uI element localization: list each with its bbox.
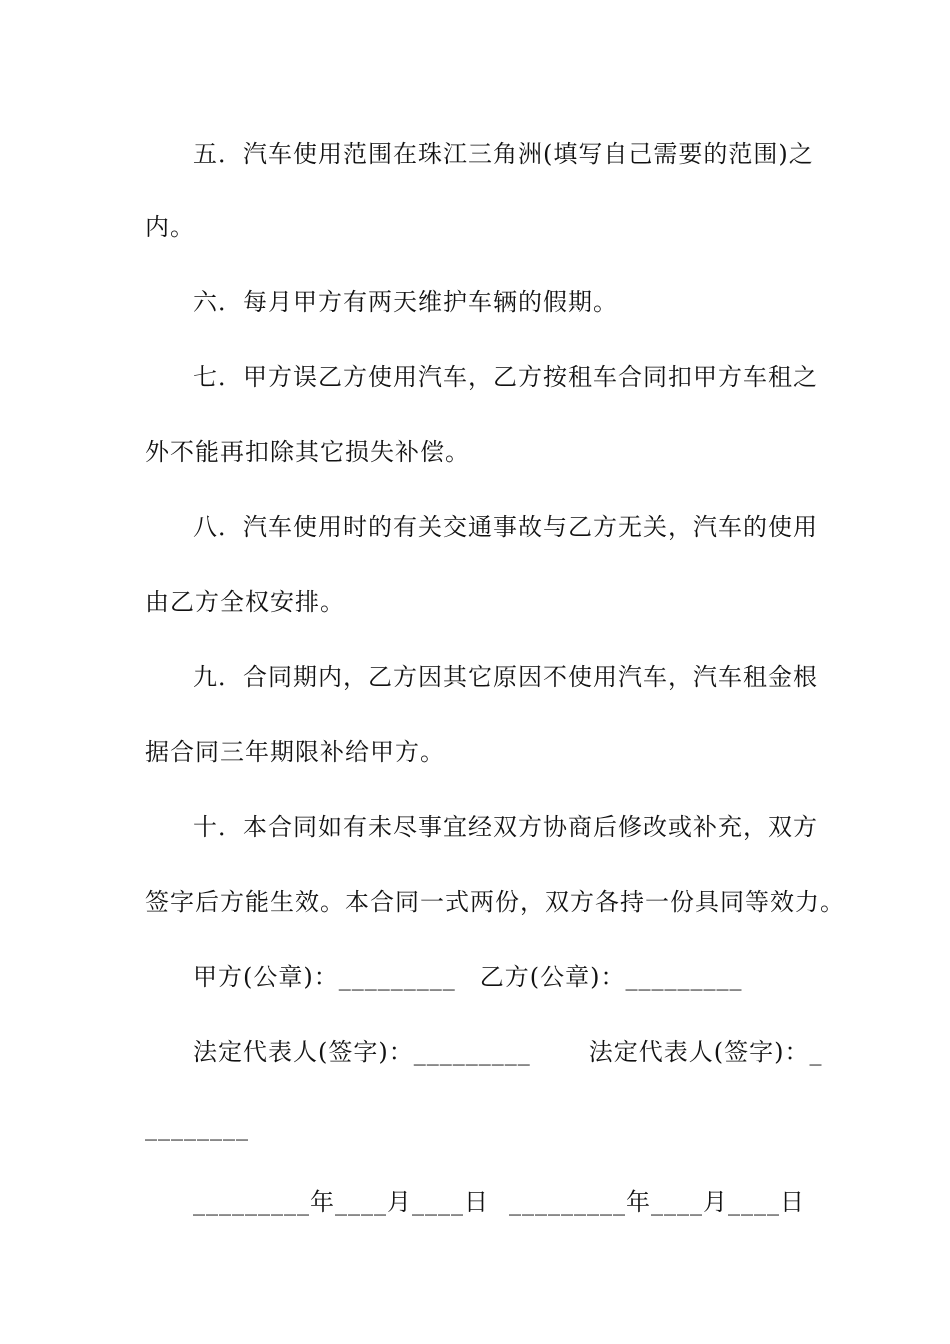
clause-7-line-2: 外不能再扣除其它损失补偿。: [145, 438, 470, 466]
party-b-seal: 乙方(公章)：_________: [479, 963, 743, 991]
representative-row: [193, 1037, 822, 1067]
seal-row: [193, 962, 742, 992]
party-b-representative-continued: ________: [145, 1113, 249, 1141]
date-party-a: _________年____月____日: [193, 1188, 489, 1216]
date-row: [193, 1187, 805, 1217]
clause-9-line-1: 九．合同期内，乙方因其它原因不使用汽车，汽车租金根: [193, 663, 818, 691]
party-a-seal: 甲方(公章)：_________: [193, 963, 456, 991]
party-b-representative: 法定代表人(签字)：_: [588, 1038, 823, 1066]
clause-5-line-2: 内。: [145, 213, 195, 241]
clause-9-line-2: 据合同三年期限补给甲方。: [145, 738, 445, 766]
date-party-b: _________年____月____日: [509, 1188, 805, 1216]
clause-7-line-1: 七．甲方误乙方使用汽车，乙方按租车合同扣甲方车租之: [193, 363, 818, 391]
clause-8-line-2: 由乙方全权安排。: [145, 588, 345, 616]
party-a-representative: 法定代表人(签字)：_________: [193, 1038, 531, 1066]
clause-10-line-1: 十．本合同如有未尽事宜经双方协商后修改或补充，双方: [193, 813, 818, 841]
clause-5-line-1: 五．汽车使用范围在珠江三角洲(填写自己需要的范围)之: [193, 140, 814, 168]
clause-8-line-1: 八．汽车使用时的有关交通事故与乙方无关，汽车的使用: [193, 513, 818, 541]
clause-10-line-2: 签字后方能生效。本合同一式两份，双方各持一份具同等效力。: [145, 888, 845, 916]
clause-6: 六．每月甲方有两天维护车辆的假期。: [193, 288, 618, 316]
